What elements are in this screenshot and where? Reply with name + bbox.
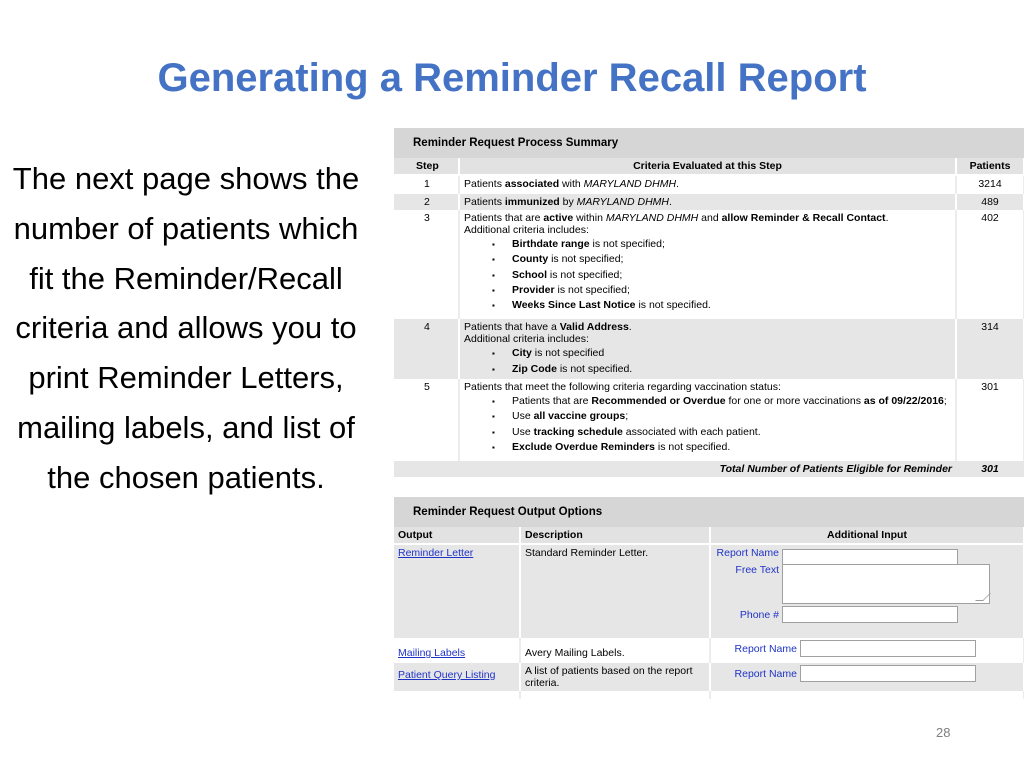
total-value: 301: [956, 460, 1024, 477]
criteria-item: ▪ Use tracking schedule associated with each patient.: [512, 425, 951, 440]
output-options-panel: [394, 497, 1024, 699]
report-name-label: Report Name: [716, 547, 779, 559]
output-row-reminder-letter: [394, 544, 1024, 638]
col-criteria: Criteria Evaluated at this Step: [459, 158, 956, 175]
free-text-label: Free Text: [735, 564, 779, 576]
criteria-list: [464, 394, 951, 455]
output-description: A list of patients based on the report criteria.: [520, 662, 710, 691]
criteria-text: Patients immunized by MARYLAND DHMH.: [464, 196, 672, 208]
criteria-item: ▪ Zip Code is not specified.: [512, 362, 951, 377]
criteria-text: Patients that are active within MARYLAND DHMH and allow Reminder & Recall Contact. Additional criteria includes:: [464, 212, 889, 236]
criteria-item: ▪ Patients that are Recommended or Overdue for one or more vaccinations as of 09/22/2016;: [512, 394, 951, 409]
criteria-text: Patients that meet the following criteria regarding vaccination status:: [464, 381, 781, 394]
patient-count: 3214: [956, 175, 1024, 193]
phone-label: Phone #: [739, 608, 779, 621]
patient-count: 314: [956, 318, 1024, 379]
criteria-item: ▪ Weeks Since Last Notice is not specified.: [512, 298, 951, 313]
report-name-label: Report Name: [734, 642, 797, 655]
output-options-table: [394, 527, 1024, 699]
output-row-cutoff: [394, 691, 1024, 699]
criteria-cell: [459, 193, 956, 210]
step-number: 5: [394, 379, 459, 460]
col-step: Step: [394, 158, 459, 175]
col-patients: Patients: [956, 158, 1024, 175]
reminder-letter-link[interactable]: Reminder Letter: [398, 547, 474, 559]
criteria-cell: [459, 210, 956, 318]
output-options-header: Reminder Request Output Options: [394, 497, 1024, 527]
page-number: 28: [936, 725, 951, 740]
criteria-cell: [459, 379, 956, 460]
summary-column-headers: [394, 158, 1024, 175]
total-row: [394, 460, 1024, 477]
mailing-labels-link[interactable]: Mailing Labels: [398, 647, 466, 659]
slide-body-text: The next page shows the number of patients which fit the Reminder/Recall criteria and allows you to print Reminder Letters, mailing labels, and list of the chosen patients.: [12, 161, 360, 495]
summary-row: [394, 193, 1024, 210]
output-row-patient-query: [394, 662, 1024, 691]
output-row-mailing-labels: [394, 638, 1024, 662]
report-name-label: Report Name: [734, 667, 797, 680]
output-description: Avery Mailing Labels.: [520, 638, 710, 662]
criteria-item: ▪ School is not specified;: [512, 268, 951, 283]
criteria-list: [464, 237, 951, 313]
patient-count: 489: [956, 193, 1024, 210]
step-number: 3: [394, 210, 459, 318]
summary-row: [394, 318, 1024, 379]
total-label: Total Number of Patients Eligible for Reminder: [459, 460, 956, 477]
summary-row: [394, 175, 1024, 193]
patient-count: 402: [956, 210, 1024, 318]
step-number: 4: [394, 318, 459, 379]
step-number: 1: [394, 175, 459, 193]
step-number: 2: [394, 193, 459, 210]
col-output: Output: [394, 527, 520, 544]
criteria-text: Patients associated with MARYLAND DHMH.: [464, 178, 679, 190]
criteria-list: [464, 346, 951, 377]
criteria-item: ▪ Provider is not specified;: [512, 283, 951, 298]
col-additional-input: Additional Input: [710, 527, 1024, 544]
slide-title: Generating a Reminder Recall Report: [157, 56, 867, 100]
criteria-item: ▪ City is not specified: [512, 346, 951, 361]
process-summary-panel: [394, 128, 1024, 477]
process-summary-table: [394, 158, 1024, 477]
output-description: Standard Reminder Letter.: [520, 544, 710, 638]
criteria-item: ▪ Use all vaccine groups;: [512, 409, 951, 424]
col-description: Description: [520, 527, 710, 544]
free-text-input[interactable]: [782, 564, 990, 604]
patient-query-listing-link[interactable]: Patient Query Listing: [398, 669, 496, 681]
criteria-item: ▪ County is not specified;: [512, 252, 951, 267]
output-column-headers: [394, 527, 1024, 544]
patient-count: 301: [956, 379, 1024, 460]
process-summary-header: Reminder Request Process Summary: [394, 128, 1024, 158]
phone-input[interactable]: [782, 606, 958, 623]
summary-row: [394, 379, 1024, 460]
report-name-input[interactable]: [800, 640, 976, 657]
criteria-item: ▪ Birthdate range is not specified;: [512, 237, 951, 252]
criteria-cell: [459, 318, 956, 379]
summary-row: [394, 210, 1024, 318]
report-name-input[interactable]: [800, 665, 976, 682]
criteria-item: ▪ Exclude Overdue Reminders is not specified.: [512, 440, 951, 455]
criteria-text: Patients that have a Valid Address. Additional criteria includes:: [464, 321, 632, 346]
criteria-cell: [459, 175, 956, 193]
